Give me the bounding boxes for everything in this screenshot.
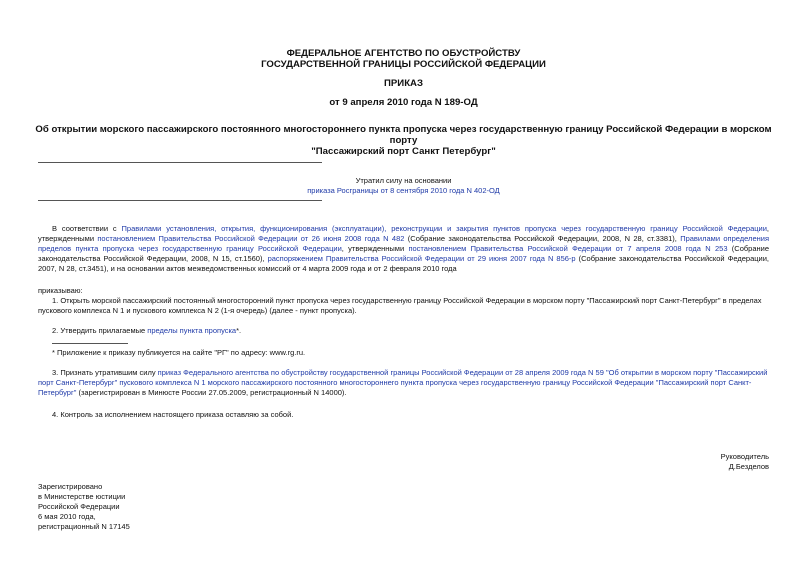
registration-line-3: Российской Федерации: [38, 502, 120, 511]
preamble-text-1: В соответствии с: [52, 224, 122, 233]
item-2-text-2: *.: [236, 326, 242, 335]
agency-name: [0, 48, 807, 70]
footnote-separator: [52, 343, 128, 344]
signature-title: Руководитель: [720, 452, 769, 461]
item-1: 1. Открыть морской пассажирский постоянный многосторонний пункт пропуска через государственную границу Российской Федерации в морском порту "Пассажирский порт Санкт-Петербург" в пределах пускового комплекса N 1 и пускового комплекса N 2 (1-я очередь) (далее - пункт пропуска).: [38, 296, 762, 315]
registration-line-2: в Министерстве юстиции: [38, 492, 126, 501]
item-4: 4. Контроль за исполнением настоящего приказа оставляю за собой.: [52, 410, 294, 419]
lost-force-status: [0, 176, 807, 196]
subject-line-2: "Пассажирский порт Санкт Петербург": [311, 146, 496, 157]
doc-date: от 9 апреля 2010 года N 189-ОД: [329, 97, 478, 108]
item-2: [52, 326, 769, 336]
item-2-text-1: 2. Утвердить прилагаемые: [52, 326, 148, 335]
subject-line-1: Об открытии морского пассажирского постоянного многостороннего пункта пропуска через государственную границу Российской Федерации в морском порту: [35, 124, 772, 146]
preamble: [38, 224, 769, 274]
agency-line-2: ГОСУДАРСТВЕННОЙ ГРАНИЦЫ РОССИЙСКОЙ ФЕДЕРАЦИИ: [261, 59, 546, 70]
decree-482-link[interactable]: постановлением Правительства Российской Федерации от 26 июня 2008 года N 482: [97, 234, 405, 243]
rules-establishing-link[interactable]: Правилами установления, открытия, функционирования (эксплуатации), реконструкции и закрытия пунктов пропуска через государственную границу Российской Федерации: [121, 224, 767, 233]
item-3-text-2: (зарегистрирован в Минюсте России 27.05.2009, регистрационный N 14000).: [76, 388, 347, 397]
preamble-text-4: , утвержденными: [341, 244, 409, 253]
registration-line-1: Зарегистрировано: [38, 482, 103, 491]
signature-block: [721, 452, 769, 472]
doc-subject: [30, 124, 777, 157]
preamble-text-6: (Собрание законодательства Российской Федерации, 2007, N 28, ст.3451), и на основании актов межведомственных комиссий от 4 марта 2009 года и от 2 февраля 2010 года: [38, 254, 770, 273]
order-59-link[interactable]: приказ Федерального агентства по обустройству государственной границы Российской Федерации от 28 апреля 2009 года N 59 "Об открытии в морском порту "Пассажирский порт Санкт-Петербург" пускового комплекса N 1 морского пассажирского постоянного многостороннего пункта пропуска через государственную границу Российской Федерации "Пассажирский порт Санкт-Петербург": [38, 368, 768, 397]
order-word: приказываю:: [38, 286, 83, 295]
separator-bottom: [38, 200, 322, 201]
doc-type: ПРИКАЗ: [384, 78, 423, 89]
decree-253-link[interactable]: постановлением Правительства Российской Федерации от 7 апреля 2008 года N 253: [408, 244, 728, 253]
registration-block: [38, 482, 130, 532]
lost-force-link[interactable]: приказа Росграницы от 8 сентября 2010 года N 402-ОД: [307, 186, 500, 195]
order-856r-link[interactable]: распоряжением Правительства Российской Федерации от 29 июня 2007 года N 856-р: [267, 254, 576, 263]
item-3-text-1: 3. Признать утратившим силу: [52, 368, 158, 377]
agency-line-1: ФЕДЕРАЛЬНОЕ АГЕНТСТВО ПО ОБУСТРОЙСТВУ: [286, 48, 521, 59]
item-3: [38, 368, 769, 398]
registration-line-5: регистрационный N 17145: [38, 522, 130, 531]
preamble-text-2: , утвержденными: [38, 224, 770, 243]
footnote: * Приложение к приказу публикуется на сайте "РГ" по адресу: www.rg.ru.: [52, 348, 306, 357]
checkpoint-limits-link[interactable]: пределы пункта пропуска: [147, 326, 237, 335]
rules-limits-link[interactable]: Правилами определения пределов пункта пропуска через государственную границу Российской Федерации: [38, 234, 770, 253]
separator-top: [38, 162, 322, 163]
registration-line-4: 6 мая 2010 года,: [38, 512, 96, 521]
preamble-text-5: (Собрание законодательства Российской Федерации, 2008, N 15, ст.1560),: [38, 244, 770, 263]
preamble-text-3: (Собрание законодательства Российской Федерации, 2008, N 28, ст.3381),: [404, 234, 681, 243]
signature-name: Д.Безделов: [728, 462, 769, 471]
lost-force-text: Утратил силу на основании: [355, 176, 452, 185]
